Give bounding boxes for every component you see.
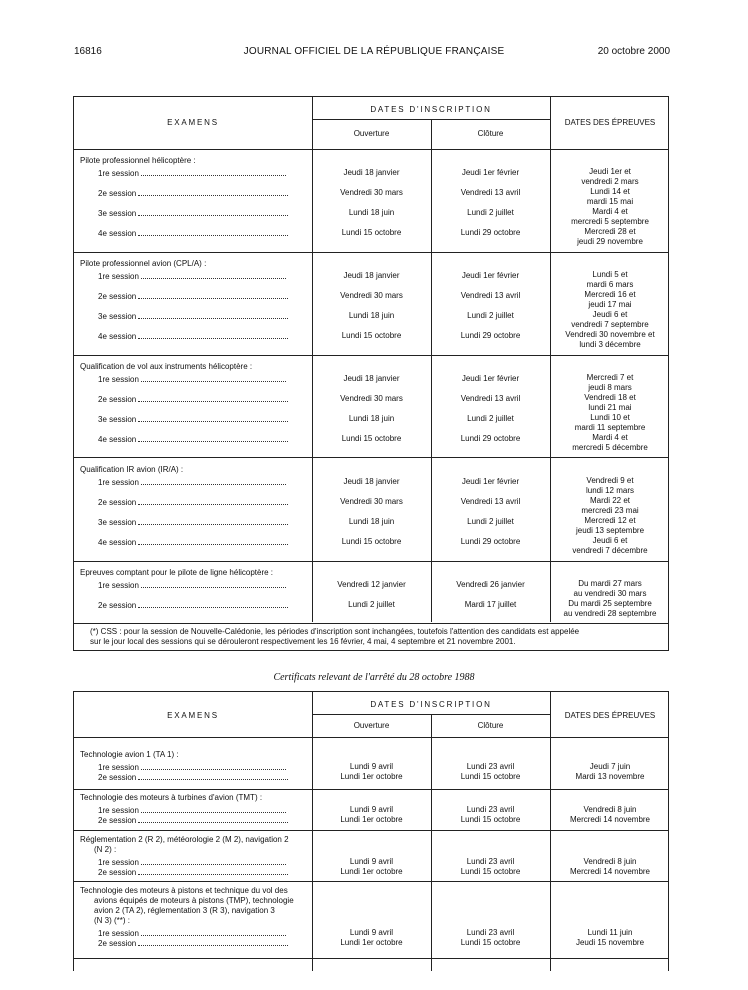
leader-dots: [141, 762, 286, 770]
ouverture-date: Lundi 9 avril: [349, 762, 394, 771]
ouverture-date: Jeudi 18 janvier: [343, 271, 400, 280]
session-label: [98, 815, 306, 826]
group-title-line: avion 2 (TA 2), réglementation 3 (R 3), navigation 3: [94, 906, 275, 915]
epreuves-dates: [550, 270, 670, 289]
epreuves-line: Mardi 22 et: [589, 496, 631, 505]
header-dates-inscription: DATES D'INSCRIPTION: [370, 105, 492, 114]
cloture-date: Vendredi 13 avril: [460, 497, 521, 506]
epreuves-line: lundi 12 mars: [585, 485, 635, 495]
epreuves-dates: [550, 373, 670, 392]
session-name: 1re session: [98, 763, 139, 772]
session-label: [98, 271, 306, 282]
session-name: 1re session: [98, 272, 139, 281]
cloture-date: Vendredi 26 janvier: [456, 580, 525, 589]
cloture-date: Vendredi 13 avril: [460, 188, 521, 197]
table-2-caption: Certificats relevant de l'arrêté du 28 octobre 1988: [273, 672, 475, 683]
epreuves-dates: [550, 496, 670, 515]
cloture-date: Lundi 23 avril: [466, 805, 515, 814]
session-label: [98, 374, 306, 385]
footnote-css: [90, 627, 662, 647]
session-label: [98, 394, 306, 405]
epreuves-line: mardi 15 mai: [586, 196, 634, 206]
cloture-date: Lundi 2 juillet: [467, 208, 514, 217]
cloture-date: Lundi 15 octobre: [460, 815, 521, 824]
epreuves-line: mardi 11 septembre: [574, 422, 646, 432]
epreuves-date: Jeudi 15 novembre: [575, 938, 645, 947]
epreuves-dates: [550, 187, 670, 206]
leader-dots: [138, 228, 288, 236]
session-name: 2e session: [98, 868, 137, 877]
cloture-date: Jeudi 1er février: [461, 477, 520, 486]
epreuves-line: Vendredi 18 et: [584, 393, 636, 402]
footnote-line-1: (*) CSS : pour la session de Nouvelle-Calédonie, les périodes d'inscription sont inchangées, toutefois l'attention des candidats est appelée: [90, 627, 580, 636]
epreuves-line: mercredi 5 décembre: [572, 442, 648, 452]
epreuves-date: Mercredi 14 novembre: [569, 867, 651, 876]
epreuves-dates: [550, 476, 670, 495]
epreuves-date: Lundi 11 juin: [587, 928, 633, 937]
session-name: 2e session: [98, 816, 137, 825]
epreuves-dates: [550, 579, 670, 598]
leader-dots: [138, 311, 288, 319]
epreuves-dates: [550, 227, 670, 246]
cloture-date: Lundi 15 octobre: [460, 772, 521, 781]
epreuves-line: Jeudi 1er et: [589, 167, 631, 176]
ouverture-date: Lundi 15 octobre: [341, 331, 402, 340]
session-label: [98, 188, 306, 199]
cloture-date: Lundi 15 octobre: [460, 867, 521, 876]
session-label: [98, 434, 306, 445]
leader-dots: [138, 938, 288, 946]
ouverture-date: Lundi 2 juillet: [348, 600, 395, 609]
leader-dots: [138, 394, 288, 402]
epreuves-dates: [550, 310, 670, 329]
epreuves-line: Mercredi 16 et: [584, 290, 636, 299]
session-name: 1re session: [98, 806, 139, 815]
cloture-date: Lundi 23 avril: [466, 928, 515, 937]
session-label: [98, 497, 306, 508]
cloture-date: Lundi 29 octobre: [460, 331, 521, 340]
group-title: Qualification de vol aux instruments hélicoptère :: [80, 362, 253, 371]
session-label: [98, 331, 306, 342]
epreuves-line: jeudi 29 novembre: [577, 236, 643, 246]
leader-dots: [138, 208, 288, 216]
epreuves-date: Mardi 13 novembre: [575, 772, 645, 781]
ouverture-date: Lundi 18 juin: [348, 311, 395, 320]
group-title-line: Technologie des moteurs à pistons et technique du vol des: [80, 886, 288, 895]
epreuves-dates: [550, 433, 670, 452]
epreuves-line: mercredi 5 septembre: [571, 216, 649, 226]
leader-dots: [138, 600, 288, 608]
leader-dots: [141, 168, 286, 176]
leader-dots: [138, 537, 288, 545]
ouverture-date: Vendredi 30 mars: [340, 394, 403, 403]
cloture-date: Lundi 2 juillet: [467, 517, 514, 526]
epreuves-line: Du mardi 27 mars: [578, 579, 642, 588]
group-title: [80, 886, 308, 926]
epreuves-line: Jeudi 6 et: [592, 536, 628, 545]
epreuves-dates: [550, 516, 670, 535]
epreuves-line: lundi 21 mai: [588, 402, 632, 412]
group-title: Qualification IR avion (IR/A) :: [80, 465, 184, 474]
epreuves-line: au vendredi 28 septembre: [563, 608, 657, 618]
epreuves-line: vendredi 2 mars: [581, 176, 639, 186]
session-label: [98, 600, 306, 611]
cloture-date: Mardi 17 juillet: [464, 600, 517, 609]
session-name: 1re session: [98, 375, 139, 384]
epreuves-line: mercredi 23 mai: [581, 505, 639, 515]
session-label: [98, 168, 306, 179]
header-examens: EXAMENS: [167, 711, 219, 720]
session-name: 1re session: [98, 929, 139, 938]
session-name: 3e session: [98, 518, 137, 527]
epreuves-line: Jeudi 6 et: [592, 310, 628, 319]
epreuves-line: vendredi 7 décembre: [572, 545, 648, 555]
session-name: 3e session: [98, 312, 137, 321]
session-label: [98, 772, 306, 783]
ouverture-date: Lundi 1er octobre: [340, 938, 403, 947]
group-title-line: Technologie avion 1 (TA 1) :: [80, 750, 179, 759]
leader-dots: [141, 928, 286, 936]
session-name: 2e session: [98, 939, 137, 948]
header-cloture: Clôture: [477, 129, 504, 138]
epreuves-line: Mercredi 12 et: [584, 516, 636, 525]
epreuves-dates: [550, 393, 670, 412]
session-name: 1re session: [98, 858, 139, 867]
epreuves-line: Lundi 14 et: [590, 187, 630, 196]
group-title-line: (N 3) (**) :: [94, 916, 130, 925]
session-label: [98, 867, 306, 878]
session-label: [98, 311, 306, 322]
leader-dots: [138, 414, 288, 422]
leader-dots: [138, 434, 288, 442]
ouverture-date: Lundi 9 avril: [349, 857, 394, 866]
leader-dots: [141, 477, 286, 485]
cloture-date: Lundi 29 octobre: [460, 228, 521, 237]
session-label: [98, 208, 306, 219]
cloture-date: Lundi 29 octobre: [460, 537, 521, 546]
group-title: [80, 835, 308, 855]
session-label: [98, 517, 306, 528]
epreuves-line: Mardi 4 et: [592, 433, 628, 442]
header-ouverture: Ouverture: [353, 129, 390, 138]
cloture-date: Vendredi 13 avril: [460, 394, 521, 403]
epreuves-line: Mardi 4 et: [592, 207, 628, 216]
group-title-line: avions équipés de moteurs à pistons (TMP), technologie: [94, 896, 294, 905]
leader-dots: [141, 271, 286, 279]
epreuves-line: jeudi 8 mars: [588, 382, 632, 392]
leader-dots: [141, 857, 286, 865]
epreuves-line: Lundi 5 et: [592, 270, 628, 279]
session-name: 4e session: [98, 435, 137, 444]
page-number: 16816: [74, 46, 102, 57]
session-name: 4e session: [98, 229, 137, 238]
leader-dots: [138, 331, 288, 339]
exam-dates-table-1: [73, 96, 669, 651]
session-name: 2e session: [98, 601, 137, 610]
group-title-line: (N 2) :: [94, 845, 117, 854]
session-label: [98, 938, 306, 949]
ouverture-date: Jeudi 18 janvier: [343, 168, 400, 177]
header-examens: EXAMENS: [167, 118, 219, 127]
ouverture-date: Lundi 1er octobre: [340, 815, 403, 824]
footnote-line-2: sur le jour local des sessions qui se dérouleront respectivement les 16 février, 4 mai, 4 septembre et 21 novembre 2001.: [90, 637, 516, 646]
epreuves-date: Vendredi 8 juin: [583, 805, 637, 814]
leader-dots: [138, 867, 288, 875]
epreuves-line: jeudi 17 mai: [588, 299, 632, 309]
ouverture-date: Jeudi 18 janvier: [343, 374, 400, 383]
epreuves-line: Vendredi 9 et: [586, 476, 634, 485]
group-title: [80, 793, 308, 803]
ouverture-date: Lundi 15 octobre: [341, 537, 402, 546]
epreuves-dates: [550, 599, 670, 618]
session-name: 2e session: [98, 395, 137, 404]
group-title: Pilote professionnel hélicoptère :: [80, 156, 196, 165]
leader-dots: [138, 815, 288, 823]
session-name: 1re session: [98, 169, 139, 178]
ouverture-date: Jeudi 18 janvier: [343, 477, 400, 486]
epreuves-dates: [550, 167, 670, 186]
ouverture-date: Lundi 1er octobre: [340, 772, 403, 781]
ouverture-date: Lundi 9 avril: [349, 805, 394, 814]
session-name: 1re session: [98, 478, 139, 487]
header-dates-inscription: DATES D'INSCRIPTION: [370, 700, 492, 709]
ouverture-date: Lundi 18 juin: [348, 208, 395, 217]
session-name: 3e session: [98, 209, 137, 218]
ouverture-date: Lundi 9 avril: [349, 928, 394, 937]
header-ouverture: Ouverture: [353, 721, 390, 730]
epreuves-line: au vendredi 30 mars: [573, 588, 647, 598]
ouverture-date: Vendredi 30 mars: [340, 188, 403, 197]
leader-dots: [138, 517, 288, 525]
cloture-date: Jeudi 1er février: [461, 374, 520, 383]
epreuves-line: Mercredi 28 et: [584, 227, 636, 236]
leader-dots: [141, 374, 286, 382]
exam-dates-table-2: [73, 691, 669, 971]
leader-dots: [138, 188, 288, 196]
session-label: [98, 291, 306, 302]
session-name: 4e session: [98, 538, 137, 547]
group-title: [80, 750, 308, 760]
session-label: [98, 477, 306, 488]
epreuves-dates: [550, 330, 670, 349]
epreuves-dates: [550, 290, 670, 309]
session-label: [98, 414, 306, 425]
session-name: 2e session: [98, 773, 137, 782]
session-name: 2e session: [98, 189, 137, 198]
session-name: 2e session: [98, 292, 137, 301]
group-title-line: Technologie des moteurs à turbines d'avion (TMT) :: [80, 793, 263, 802]
epreuves-line: Mercredi 7 et: [586, 373, 634, 382]
cloture-date: Lundi 29 octobre: [460, 434, 521, 443]
group-title: Pilote professionnel avion (CPL/A) :: [80, 259, 207, 268]
session-name: 1re session: [98, 581, 139, 590]
session-name: 4e session: [98, 332, 137, 341]
leader-dots: [138, 291, 288, 299]
header-cloture: Clôture: [477, 721, 504, 730]
epreuves-date: Vendredi 8 juin: [583, 857, 637, 866]
journal-title: JOURNAL OFFICIEL DE LA RÉPUBLIQUE FRANÇAISE: [243, 46, 505, 57]
leader-dots: [141, 805, 286, 813]
leader-dots: [141, 580, 286, 588]
epreuves-dates: [550, 413, 670, 432]
epreuves-date: Jeudi 7 juin: [589, 762, 631, 771]
ouverture-date: Lundi 1er octobre: [340, 867, 403, 876]
leader-dots: [138, 497, 288, 505]
session-label: [98, 537, 306, 548]
ouverture-date: Vendredi 30 mars: [340, 497, 403, 506]
session-name: 2e session: [98, 498, 137, 507]
epreuves-line: Du mardi 25 septembre: [568, 599, 652, 608]
epreuves-dates: [550, 207, 670, 226]
epreuves-date: Mercredi 14 novembre: [569, 815, 651, 824]
ouverture-date: Lundi 15 octobre: [341, 434, 402, 443]
ouverture-date: Lundi 18 juin: [348, 414, 395, 423]
ouverture-date: Vendredi 30 mars: [340, 291, 403, 300]
ouverture-date: Lundi 15 octobre: [341, 228, 402, 237]
epreuves-line: Lundi 10 et: [590, 413, 630, 422]
cloture-date: Vendredi 13 avril: [460, 291, 521, 300]
cloture-date: Lundi 23 avril: [466, 762, 515, 771]
ouverture-date: Vendredi 12 janvier: [337, 580, 406, 589]
ouverture-date: Lundi 18 juin: [348, 517, 395, 526]
session-label: [98, 228, 306, 239]
cloture-date: Jeudi 1er février: [461, 271, 520, 280]
epreuves-line: vendredi 7 septembre: [571, 319, 649, 329]
cloture-date: Lundi 23 avril: [466, 857, 515, 866]
session-name: 3e session: [98, 415, 137, 424]
epreuves-line: lundi 3 décembre: [579, 339, 641, 349]
cloture-date: Lundi 2 juillet: [467, 414, 514, 423]
header-dates-epreuves: DATES DES ÉPREUVES: [564, 118, 656, 127]
cloture-date: Jeudi 1er février: [461, 168, 520, 177]
group-title-line: Réglementation 2 (R 2), météorologie 2 (M 2), navigation 2: [80, 835, 289, 844]
session-label: [98, 580, 306, 591]
leader-dots: [138, 772, 288, 780]
header-dates-epreuves: DATES DES ÉPREUVES: [564, 711, 656, 720]
epreuves-line: mardi 6 mars: [586, 279, 634, 289]
epreuves-line: jeudi 13 septembre: [575, 525, 645, 535]
group-title: Epreuves comptant pour le pilote de ligne hélicoptère :: [80, 568, 274, 577]
cloture-date: Lundi 15 octobre: [460, 938, 521, 947]
epreuves-line: Vendredi 30 novembre et: [565, 330, 655, 339]
cloture-date: Lundi 2 juillet: [467, 311, 514, 320]
page-date: 20 octobre 2000: [597, 46, 670, 57]
epreuves-dates: [550, 536, 670, 555]
